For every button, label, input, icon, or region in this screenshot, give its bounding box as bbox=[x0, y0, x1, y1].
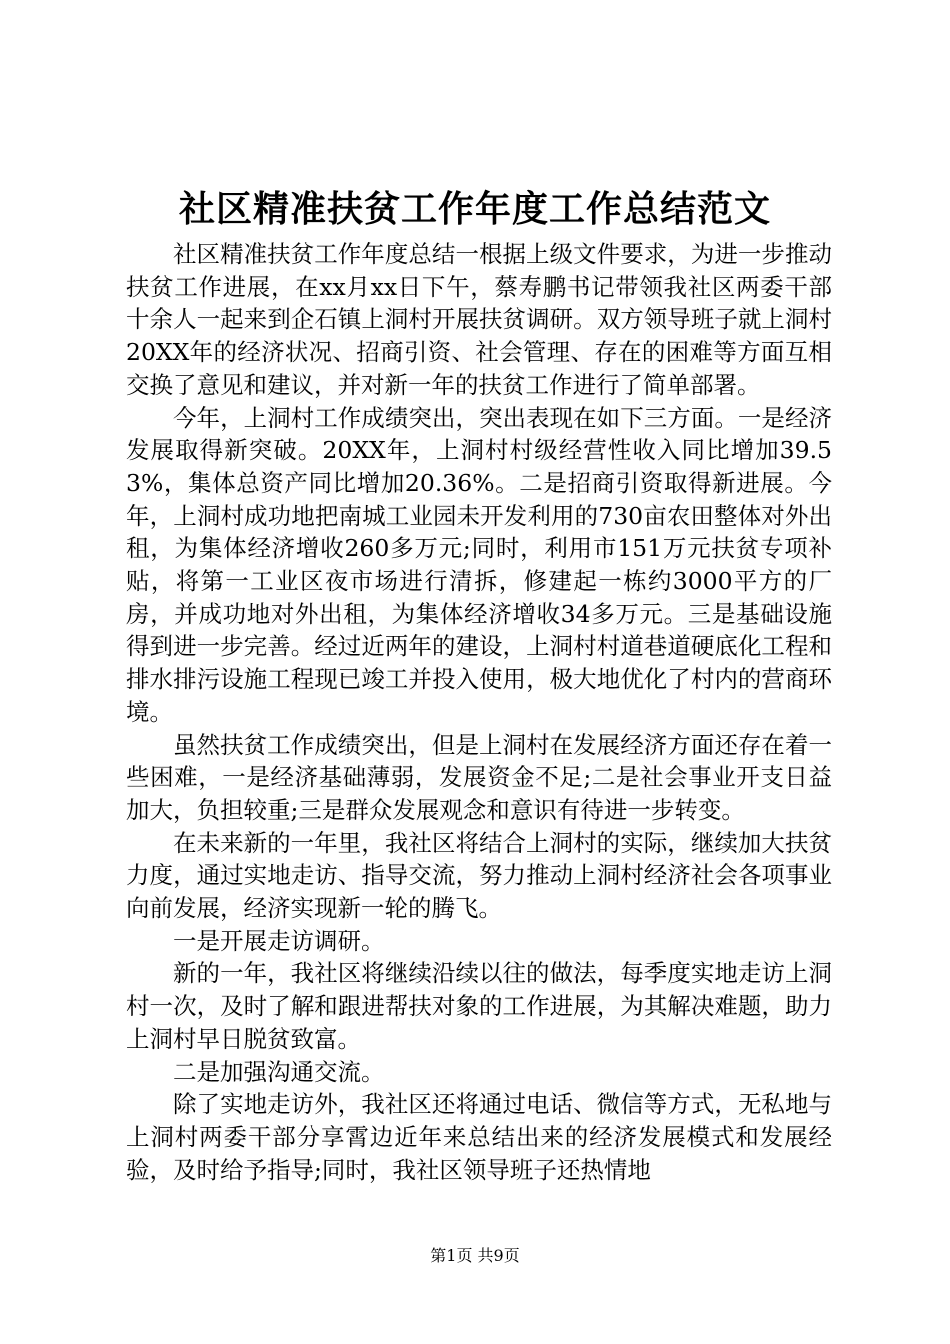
paragraph: 社区精准扶贫工作年度总结一根据上级文件要求，为进一步推动扶贫工作进展，在xx月xx日下午，蔡寿鹏书记带领我社区两委干部十余人一起来到企石镇上洞村开展扶贫调研。双方领导班子就上洞村20XX年的经济状况、招商引资、社会管理、存在的困难等方面互相交换了意见和建议，并对新一年的扶贫工作进行了简单部署。 bbox=[126, 240, 832, 399]
paragraph: 今年，上洞村工作成绩突出，突出表现在如下三方面。一是经济发展取得新突破。20XX年，上洞村村级经营性收入同比增加39.53%，集体总资产同比增加20.36%。二是招商引资取得新进展。今年，上洞村成功地把南城工业园未开发利用的730亩农田整体对外出租，为集体经济增收260多万元;同时，利用市151万元扶贫专项补贴，将第一工业区夜市场进行清拆，修建起一栋约3000平方的厂房，并成功地对外出租，为集体经济增收34多万元。三是基础设施得到进一步完善。经过近两年的建设，上洞村村道巷道硬底化工程和排水排污设施工程现已竣工并投入使用，极大地优化了村内的营商环境。 bbox=[126, 403, 832, 726]
paragraph: 二是加强沟通交流。 bbox=[173, 1057, 385, 1086]
paragraph: 在未来新的一年里，我社区将结合上洞村的实际，继续加大扶贫力度，通过实地走访、指导交流，努力推动上洞村经济社会各项事业向前发展，经济实现新一轮的腾飞。 bbox=[126, 828, 832, 923]
page-number-footer: 第1页 共9页 bbox=[430, 1246, 520, 1265]
paragraph: 新的一年，我社区将继续沿续以往的做法，每季度实地走访上洞村一次，及时了解和跟进帮扶对象的工作进展，为其解决难题，助力上洞村早日脱贫致富。 bbox=[126, 959, 832, 1053]
paragraph: 虽然扶贫工作成绩突出，但是上洞村在发展经济方面还存在着一些困难，一是经济基础薄弱，发展资金不足;二是社会事业开支日益加大，负担较重;三是群众发展观念和意识有待进一步转变。 bbox=[126, 730, 832, 824]
document-body bbox=[126, 238, 832, 1186]
paragraph: 除了实地走访外，我社区还将通过电话、微信等方式，无私地与上洞村两委干部分享霄边近年来总结出来的经济发展模式和发展经验，及时给予指导;同时，我社区领导班子还热情地 bbox=[126, 1090, 832, 1184]
document-title: 社区精准扶贫工作年度工作总结范文 bbox=[178, 188, 771, 230]
paragraph: 一是开展走访调研。 bbox=[173, 926, 385, 955]
